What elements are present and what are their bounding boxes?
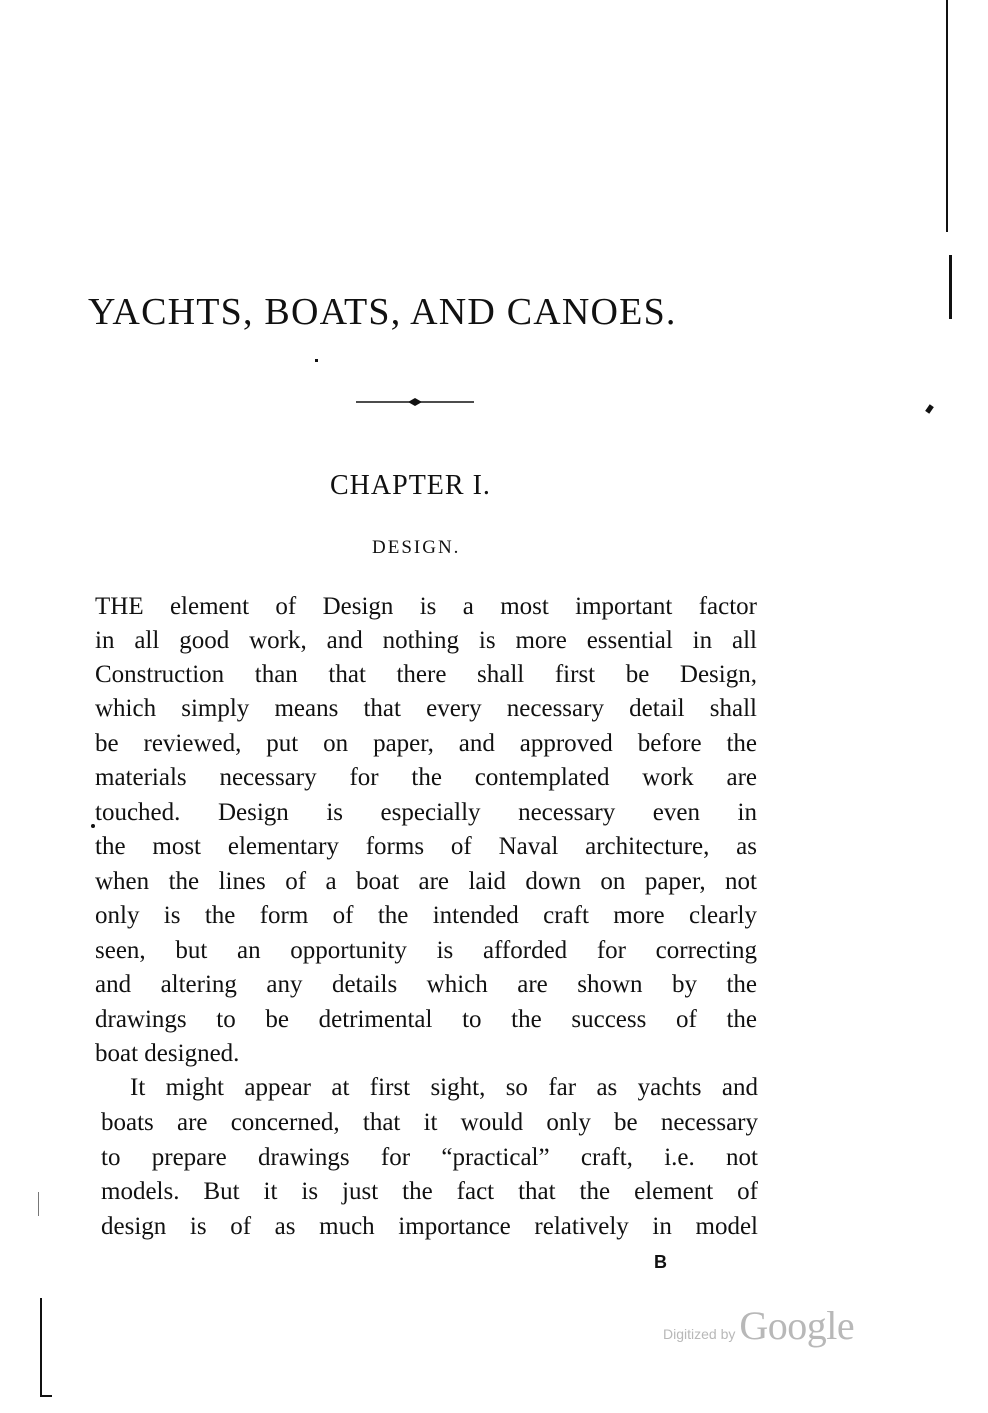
text-line: in all good work, and nothing is more essential in all: [95, 627, 757, 654]
scan-edge-mark: [946, 0, 948, 232]
text-line: design is of as much importance relatively in model: [101, 1213, 758, 1240]
scan-edge-mark: [40, 1395, 52, 1397]
chapter-heading: CHAPTER I.: [330, 470, 491, 501]
text-line: models. But it is just the fact that the element of: [101, 1178, 758, 1205]
watermark-prefix: Digitized by: [663, 1326, 736, 1342]
text-line: materials necessary for the contemplated work are: [95, 764, 757, 791]
book-title: YACHTS, BOATS, AND CANOES.: [88, 291, 677, 333]
text-line: which simply means that every necessary detail shall: [95, 695, 757, 722]
google-logo: Google: [739, 1303, 855, 1348]
scan-edge-mark: [40, 1298, 42, 1396]
text-line: be reviewed, put on paper, and approved before the: [95, 730, 757, 757]
section-heading: DESIGN.: [372, 537, 461, 558]
scan-speck: [925, 404, 934, 413]
text-line: It might appear at first sight, so far as yachts and: [130, 1074, 758, 1101]
text-line: the most elementary forms of Naval architecture, as: [95, 833, 757, 860]
text-line: to prepare drawings for “practical” craft, i.e. not: [101, 1144, 758, 1171]
ornament-divider: [356, 396, 474, 408]
text-line: touched. Design is especially necessary even in: [95, 799, 757, 826]
text-line: when the lines of a boat are laid down on paper, not: [95, 868, 757, 895]
text-line: seen, but an opportunity is afforded for correcting: [95, 937, 757, 964]
text-line: boats are concerned, that it would only be necessary: [101, 1109, 758, 1136]
text-line: Construction than that there shall first be Design,: [95, 661, 757, 688]
digitized-watermark: [663, 1302, 854, 1352]
text-line: boat designed.: [95, 1040, 240, 1067]
scan-edge-mark: [949, 255, 952, 319]
text-line: and altering any details which are shown by the: [95, 971, 757, 998]
text-line: THE element of Design is a most important factor: [95, 593, 757, 620]
text-line: drawings to be detrimental to the success of the: [95, 1006, 757, 1033]
scan-speck: [315, 359, 318, 362]
scan-speck: [91, 824, 95, 828]
scan-edge-mark: [38, 1192, 39, 1216]
text-line: only is the form of the intended craft more clearly: [95, 902, 757, 929]
signature-mark: B: [654, 1252, 667, 1272]
